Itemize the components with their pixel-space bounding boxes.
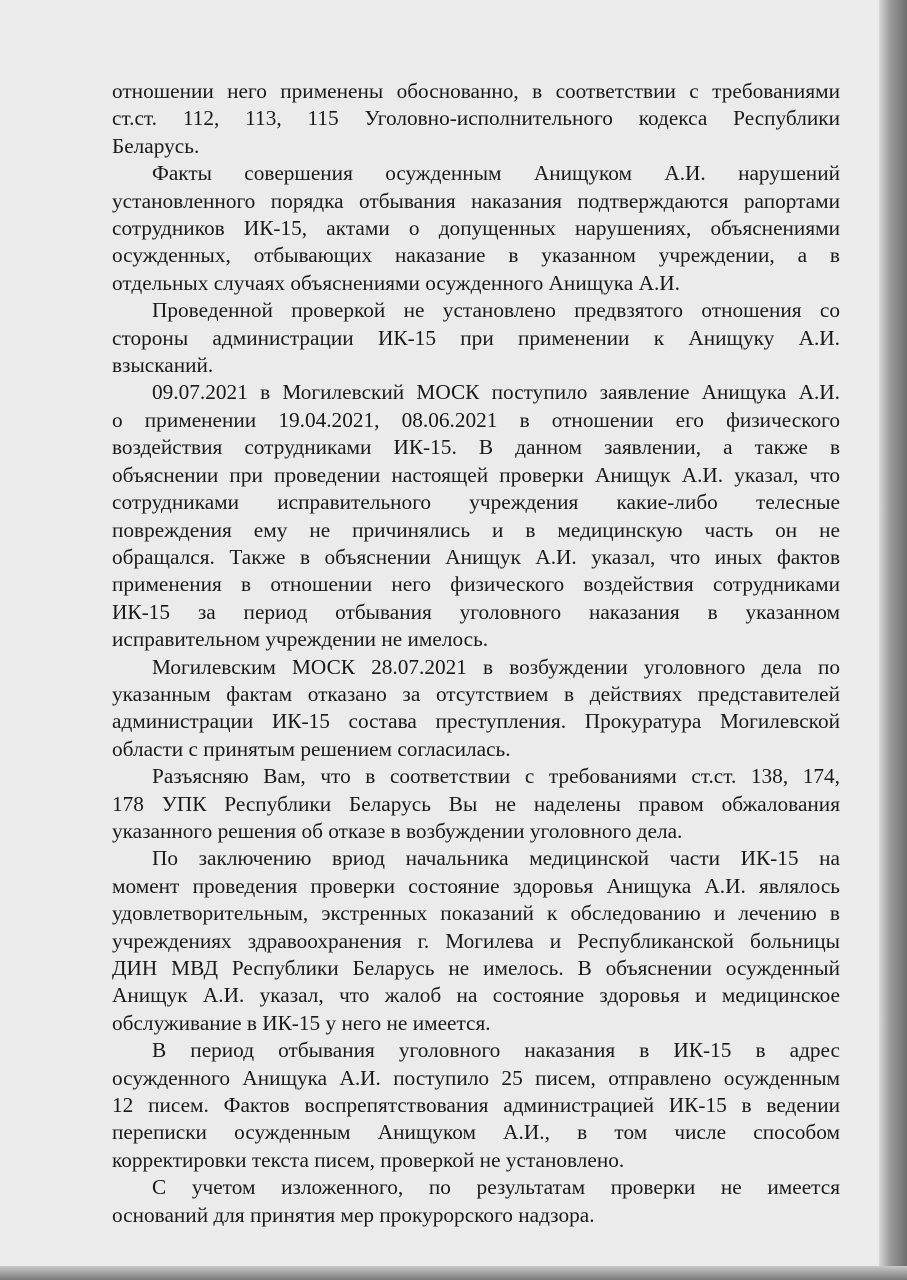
- text-line: С учетом изложенного, по результатам проверки не имеется: [152, 1175, 840, 1200]
- text-line: повреждения ему не причинялись и в медицинскую часть он не: [112, 517, 840, 542]
- text-line: удовлетворительным, экстренных показаний к обследованию и лечению в: [112, 901, 840, 926]
- text-line: учреждениях здравоохранения г. Могилева и Республиканской больницы: [112, 928, 840, 953]
- text-line: обслуживание в ИК-15 у него не имеется.: [112, 1010, 491, 1035]
- text-line: области с принятым решением согласилась.: [112, 736, 511, 761]
- paragraph: [112, 763, 840, 845]
- paragraph: [112, 1037, 840, 1174]
- text-line: Могилевским МОСК 28.07.2021 в возбуждении уголовного дела по: [152, 654, 840, 679]
- scan-edge-right: [879, 0, 907, 1280]
- text-line: указанного решения об отказе в возбуждении уголовного дела.: [112, 818, 683, 843]
- text-line: корректировки текста писем, проверкой не установлено.: [112, 1147, 625, 1172]
- scan-edge-bottom: [0, 1266, 907, 1280]
- text-line: сотрудниками исправительного учреждения какие-либо телесные: [112, 490, 840, 515]
- text-line: 09.07.2021 в Могилевский МОСК поступило заявление Анищука А.И.: [152, 380, 840, 405]
- text-line: объяснении при проведении настоящей проверки Анищук А.И. указал, что: [112, 462, 840, 487]
- text-line: момент проведения проверки состояние здоровья Анищука А.И. являлось: [112, 873, 840, 898]
- text-line: Проведенной проверкой не установлено предвзятого отношения со: [152, 298, 840, 323]
- text-line: ДИН МВД Республики Беларусь не имелось. В объяснении осужденный: [112, 956, 840, 980]
- text-line: отношении него применены обоснованно, в соответствии с требованиями: [112, 79, 840, 103]
- text-line: переписки осужденным Анищуком А.И., в том числе способом: [112, 1120, 840, 1145]
- paragraph: [112, 78, 840, 160]
- text-line: администрации ИК-15 состава преступления. Прокуратура Могилевской: [112, 709, 840, 734]
- paragraph: [112, 654, 840, 764]
- text-line: 12 писем. Фактов воспрепятствования администрацией ИК-15 в ведении: [112, 1093, 840, 1118]
- text-line: Разъясняю Вам, что в соответствии с требованиями ст.ст. 138, 174,: [152, 764, 840, 789]
- text-line: ст.ст. 112, 113, 115 Уголовно-исполнительного кодекса Республики: [112, 106, 840, 131]
- text-line: воздействия сотрудниками ИК-15. В данном заявлении, а также в: [112, 435, 840, 460]
- text-line: осужденного Анищука А.И. поступило 25 писем, отправлено осужденным: [112, 1065, 840, 1090]
- text-line: Беларусь.: [112, 133, 200, 158]
- text-line: осужденных, отбывающих наказание в указанном учреждении, а в: [112, 243, 840, 268]
- text-line: Факты совершения осужденным Анищуком А.И. нарушений: [152, 161, 840, 186]
- text-line: По заключению вриод начальника медицинской части ИК-15 на: [152, 846, 840, 871]
- text-line: стороны администрации ИК-15 при применении к Анищуку А.И.: [112, 325, 840, 350]
- text-line: отдельных случаях объяснениями осужденного Анищука А.И.: [112, 270, 680, 295]
- text-line: оснований для принятия мер прокурорского надзора.: [112, 1202, 595, 1227]
- text-line: сотрудников ИК-15, актами о допущенных нарушениях, объяснениями: [112, 216, 840, 241]
- text-line: установленного порядка отбывания наказания подтверждаются рапортами: [112, 188, 840, 213]
- paragraph: [112, 297, 840, 379]
- paragraph: [112, 379, 840, 653]
- paragraph: [112, 845, 840, 1037]
- text-line: В период отбывания уголовного наказания в ИК-15 в адрес: [152, 1038, 840, 1063]
- document-body: [112, 78, 840, 1229]
- text-line: указанным фактам отказано за отсутствием в действиях представителей: [112, 681, 840, 706]
- text-line: ИК-15 за период отбывания уголовного наказания в указанном: [112, 599, 840, 624]
- text-line: обращался. Также в объяснении Анищук А.И. указал, что иных фактов: [112, 544, 840, 569]
- text-line: исправительном учреждении не имелось.: [112, 627, 489, 652]
- paragraph: [112, 160, 840, 297]
- text-line: 178 УПК Республики Беларусь Вы не наделены правом обжалования: [112, 791, 840, 816]
- paragraph: [112, 1174, 840, 1229]
- text-line: о применении 19.04.2021, 08.06.2021 в отношении его физического: [112, 407, 840, 432]
- text-line: применения в отношении него физического воздействия сотрудниками: [112, 572, 840, 597]
- text-line: взысканий.: [112, 353, 214, 378]
- text-line: Анищук А.И. указал, что жалоб на состояние здоровья и медицинское: [112, 983, 840, 1008]
